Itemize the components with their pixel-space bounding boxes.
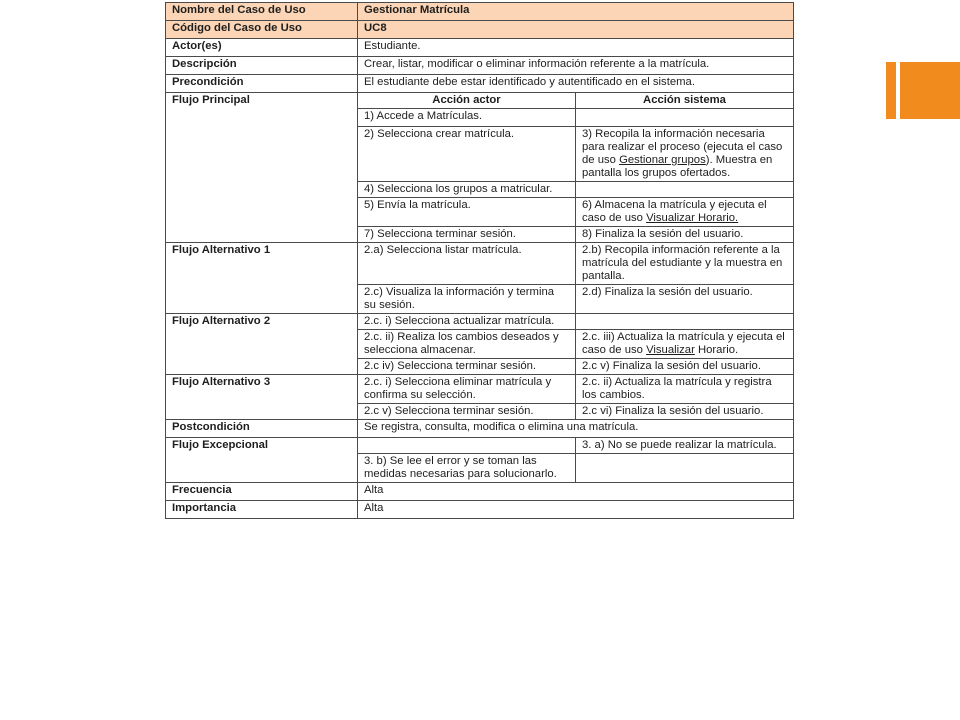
system-step <box>576 127 794 182</box>
label-flujo-alternativo-2: Flujo Alternativo 2 <box>166 314 358 375</box>
actor-step: 7) Selecciona terminar sesión. <box>358 227 576 243</box>
label-flujo-alternativo-3: Flujo Alternativo 3 <box>166 375 358 420</box>
table-row <box>166 314 794 330</box>
actor-step: 2.c iv) Selecciona terminar sesión. <box>358 359 576 375</box>
col-header-accion-actor: Acción actor <box>358 93 576 109</box>
system-step <box>576 198 794 227</box>
system-step-text: 3) Recopila la información necesaria para realizar el proceso (ejecuta el caso de uso <box>582 128 783 166</box>
row-importancia <box>166 501 794 519</box>
actor-step: 3. b) Se lee el error y se toman las medidas necesarias para solucionarlo. <box>358 454 576 483</box>
value-actor: Estudiante. <box>358 39 794 57</box>
table-row <box>166 243 794 285</box>
actor-step: 1) Accede a Matrículas. <box>358 109 576 127</box>
actor-step: 2.c v) Selecciona terminar sesión. <box>358 404 576 420</box>
row-frecuencia <box>166 483 794 501</box>
label-postcondicion: Postcondición <box>166 420 358 438</box>
label-codigo: Código del Caso de Uso <box>166 21 358 39</box>
row-actor <box>166 39 794 57</box>
system-step-text: Horario. <box>694 344 739 356</box>
use-case-table <box>165 2 794 519</box>
row-postcondicion <box>166 420 794 438</box>
row-flujo-principal-header <box>166 93 794 109</box>
system-step <box>576 109 794 127</box>
row-nombre <box>166 3 794 21</box>
accent-bar-thin <box>886 62 896 119</box>
label-actor: Actor(es) <box>166 39 358 57</box>
actor-step: 2.c) Visualiza la información y termina su sesión. <box>358 285 576 314</box>
actor-step: 2.c. ii) Realiza los cambios deseados y selecciona almacenar. <box>358 330 576 359</box>
system-step-text: ). Muestra en pantalla los grupos ofertados. <box>582 154 773 179</box>
table-row <box>166 438 794 454</box>
value-nombre: Gestionar Matrícula <box>358 3 794 21</box>
system-step <box>576 454 794 483</box>
actor-step: 2.a) Selecciona listar matrícula. <box>358 243 576 285</box>
system-step: 3. a) No se puede realizar la matrícula. <box>576 438 794 454</box>
actor-step: 2.c. i) Selecciona eliminar matrícula y confirma su selección. <box>358 375 576 404</box>
label-nombre: Nombre del Caso de Uso <box>166 3 358 21</box>
label-flujo-alternativo-1: Flujo Alternativo 1 <box>166 243 358 314</box>
actor-step: 2) Selecciona crear matrícula. <box>358 127 576 182</box>
system-step <box>576 182 794 198</box>
label-frecuencia: Frecuencia <box>166 483 358 501</box>
row-precondicion <box>166 75 794 93</box>
col-header-accion-sistema: Acción sistema <box>576 93 794 109</box>
value-frecuencia: Alta <box>358 483 794 501</box>
system-step-text: 6) Almacena la matrícula y ejecuta el caso de uso <box>582 199 767 224</box>
value-postcondicion: Se registra, consulta, modifica o elimina una matrícula. <box>358 420 794 438</box>
row-descripcion <box>166 57 794 75</box>
system-step: 2.d) Finaliza la sesión del usuario. <box>576 285 794 314</box>
accent-block <box>900 62 960 119</box>
system-step: 2.c vi) Finaliza la sesión del usuario. <box>576 404 794 420</box>
table-row <box>166 375 794 404</box>
label-flujo-principal: Flujo Principal <box>166 93 358 243</box>
row-codigo <box>166 21 794 39</box>
system-step: 2.c v) Finaliza la sesión del usuario. <box>576 359 794 375</box>
actor-step: 5) Envía la matrícula. <box>358 198 576 227</box>
label-importancia: Importancia <box>166 501 358 519</box>
system-step: 2.b) Recopila información referente a la matrícula del estudiante y la muestra en pantalla. <box>576 243 794 285</box>
use-case-link[interactable]: Visualizar Horario. <box>646 212 739 224</box>
label-flujo-excepcional: Flujo Excepcional <box>166 438 358 483</box>
system-step <box>576 314 794 330</box>
use-case-link[interactable]: Visualizar <box>646 344 695 356</box>
system-step: 8) Finaliza la sesión del usuario. <box>576 227 794 243</box>
value-codigo: UC8 <box>358 21 794 39</box>
actor-step: 2.c. i) Selecciona actualizar matrícula. <box>358 314 576 330</box>
label-precondicion: Precondición <box>166 75 358 93</box>
value-precondicion: El estudiante debe estar identificado y autentificado en el sistema. <box>358 75 794 93</box>
value-descripcion: Crear, listar, modificar o eliminar información referente a la matrícula. <box>358 57 794 75</box>
system-step: 2.c. ii) Actualiza la matrícula y registra los cambios. <box>576 375 794 404</box>
label-descripcion: Descripción <box>166 57 358 75</box>
actor-step <box>358 438 576 454</box>
use-case-link[interactable]: Gestionar grupos <box>619 154 706 166</box>
system-step <box>576 330 794 359</box>
value-importancia: Alta <box>358 501 794 519</box>
system-step-text: 2.c. iii) Actualiza la matrícula y ejecuta el caso de uso <box>582 331 785 356</box>
actor-step: 4) Selecciona los grupos a matricular. <box>358 182 576 198</box>
